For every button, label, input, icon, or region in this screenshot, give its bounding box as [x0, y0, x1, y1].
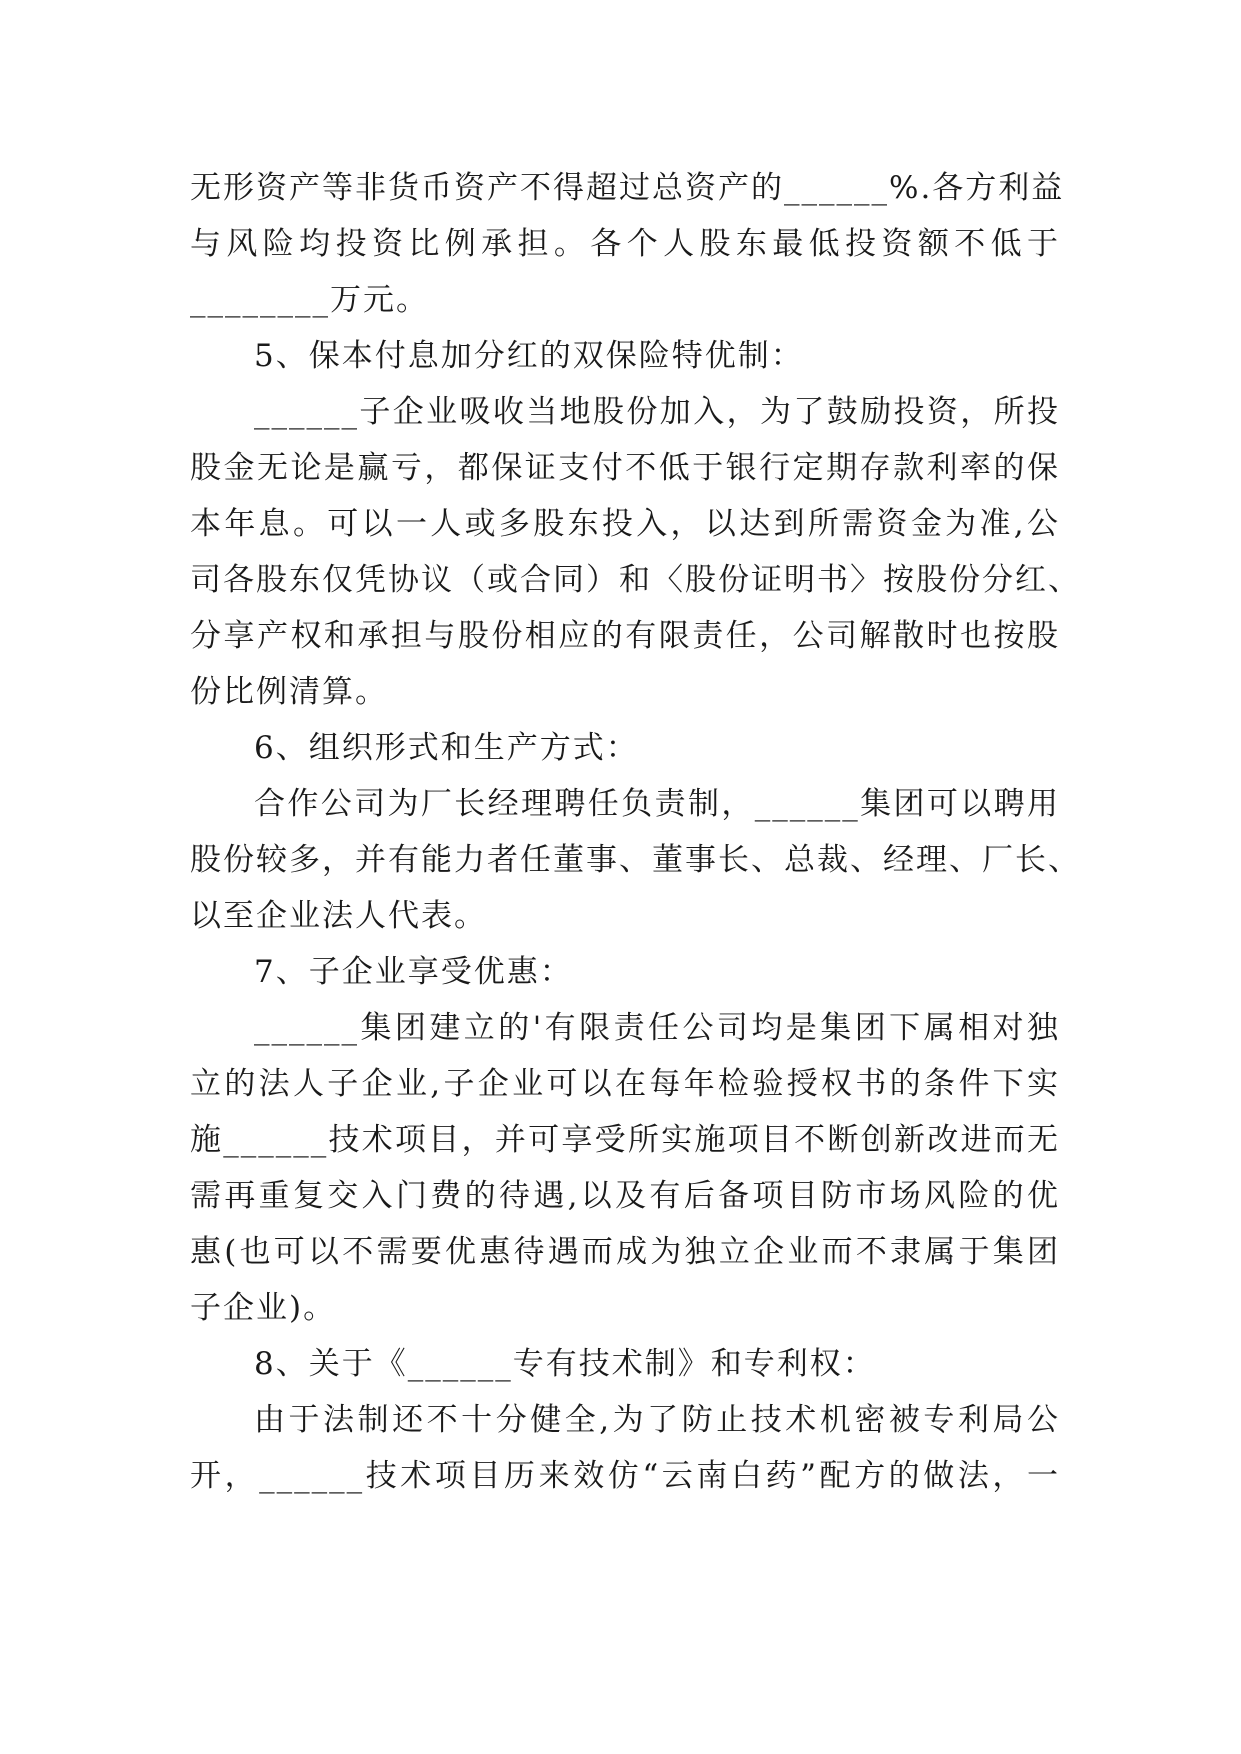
- text-line: 立的法人子企业,子企业可以在每年检验授权书的条件下实: [190, 1066, 1060, 1102]
- text-line: ________万元。: [190, 282, 429, 318]
- text-line: 分享产权和承担与股份相应的有限责任，公司解散时也按股: [190, 618, 1060, 654]
- text-line: 股份较多，并有能力者任董事、董事长、总裁、经理、厂长、: [190, 842, 1081, 878]
- text-line: 需再重复交入门费的待遇,以及有后备项目防市场风险的优: [190, 1178, 1060, 1214]
- section-heading: 5、保本付息加分红的双保险特优制：: [254, 338, 804, 374]
- section-heading: 8、关于《______专有技术制》和专利权：: [254, 1346, 876, 1382]
- text-line: 股金无论是赢亏，都保证支付不低于银行定期存款利率的保: [190, 450, 1060, 486]
- text-line: 开，______技术项目历来效仿“云南白药”配方的做法，一: [190, 1458, 1060, 1494]
- text-line: 以至企业法人代表。: [190, 898, 487, 934]
- text-line: 本年息。可以一人或多股东投入，以达到所需资金为准,公: [190, 506, 1060, 542]
- text-line: 由于法制还不十分健全,为了防止技术机密被专利局公: [254, 1402, 1060, 1438]
- text-line: 施______技术项目，并可享受所实施项目不断创新改进而无: [190, 1122, 1060, 1158]
- text-line: 合作公司为厂长经理聘任负责制，______集团可以聘用: [254, 786, 1060, 822]
- text-line: 与风险均投资比例承担。各个人股东最低投资额不低于: [190, 226, 1060, 262]
- text-line: ______集团建立的'有限责任公司均是集团下属相对独: [254, 1010, 1060, 1046]
- text-line: 惠(也可以不需要优惠待遇而成为独立企业而不隶属于集团: [190, 1234, 1060, 1270]
- section-heading: 7、子企业享受优惠：: [254, 954, 573, 990]
- text-line: ______子企业吸收当地股份加入，为了鼓励投资，所投: [254, 394, 1060, 430]
- text-line: 无形资产等非货币资产不得超过总资产的______%.各方利益: [190, 170, 1065, 206]
- section-heading: 6、组织形式和生产方式：: [254, 730, 639, 766]
- text-line: 子企业)。: [190, 1290, 337, 1326]
- text-line: 司各股东仅凭协议（或合同）和〈股份证明书〉按股份分红、: [190, 562, 1081, 598]
- text-line: 份比例清算。: [190, 674, 388, 710]
